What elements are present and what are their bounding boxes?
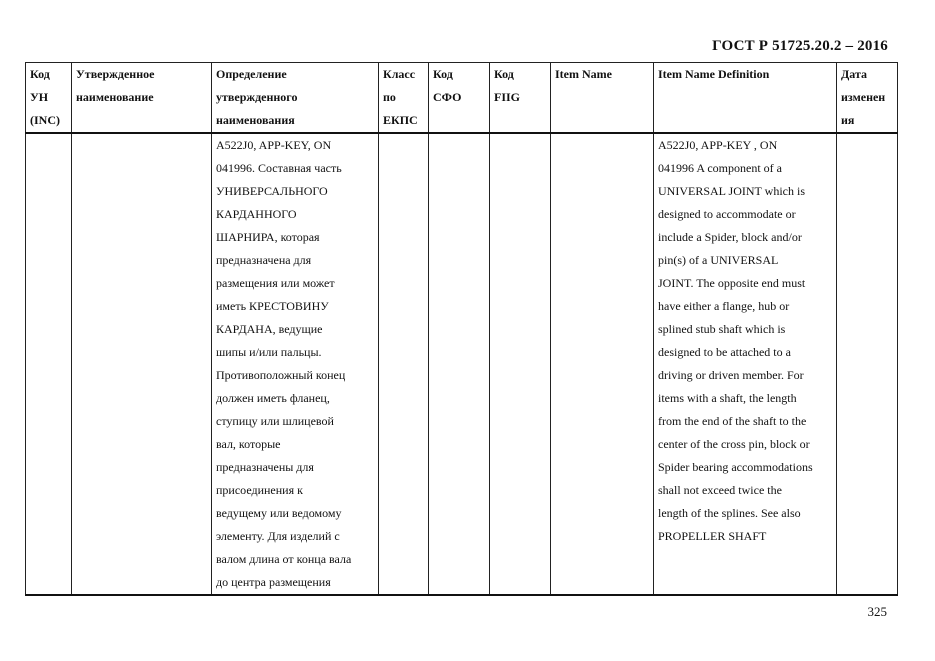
col-header-item-name: Item Name — [551, 63, 654, 134]
specification-table — [25, 62, 898, 596]
page-number: 325 — [867, 604, 887, 619]
col-header-definition-ru: Определение утвержденного наименования — [212, 63, 379, 134]
document-id-header: ГОСТ Р 51725.20.2 – 2016 — [712, 38, 888, 54]
cell-approved-name — [72, 133, 212, 595]
col-header-inc: Код УН (INC) — [26, 63, 72, 134]
cell-inc — [26, 133, 72, 595]
col-header-sfo-code: Код СФО — [429, 63, 490, 134]
cell-definition-en: A522J0, APP-KEY , ON 041996 A component of a UNIVERSAL JOINT which is designed to accommodate or include a Spider, block and/or pin(s) of a UNIVERSAL JOINT. The opposite end must have either a flange, hub or splined stub shaft which is designed to be attached to a driving or driven member. For items with a shaft, the length from the end of the shaft to the center of the cross pin, block or Spider bearing accommodations shall not exceed twice the length of the splines. See also PROPELLER SHAFT — [654, 133, 837, 595]
col-header-ekps-class: Класс по ЕКПС — [379, 63, 429, 134]
cell-fiig-code — [490, 133, 551, 595]
cell-ekps-class — [379, 133, 429, 595]
table-header-row — [26, 63, 898, 134]
cell-change-date — [837, 133, 898, 595]
col-header-item-name-definition: Item Name Definition — [654, 63, 837, 134]
col-header-fiig-code: Код FIIG — [490, 63, 551, 134]
col-header-change-date: Дата изменен ия — [837, 63, 898, 134]
cell-sfo-code — [429, 133, 490, 595]
col-header-approved-name: Утвержденное наименование — [72, 63, 212, 134]
table-row — [26, 133, 898, 595]
cell-item-name — [551, 133, 654, 595]
cell-definition-ru: A522J0, APP-KEY, ON 041996. Составная часть УНИВЕРСАЛЬНОГО КАРДАННОГО ШАРНИРА, которая предназначена для размещения или может иметь КРЕСТОВИНУ КАРДАНА, ведущие шипы и/или пальцы. Противоположный конец должен иметь фланец, ступицу или шлицевой вал, которые предназначены для присоединения к ведущему или ведомому элементу. Для изделий с валом длина от конца вала до центра размещения — [212, 133, 379, 595]
